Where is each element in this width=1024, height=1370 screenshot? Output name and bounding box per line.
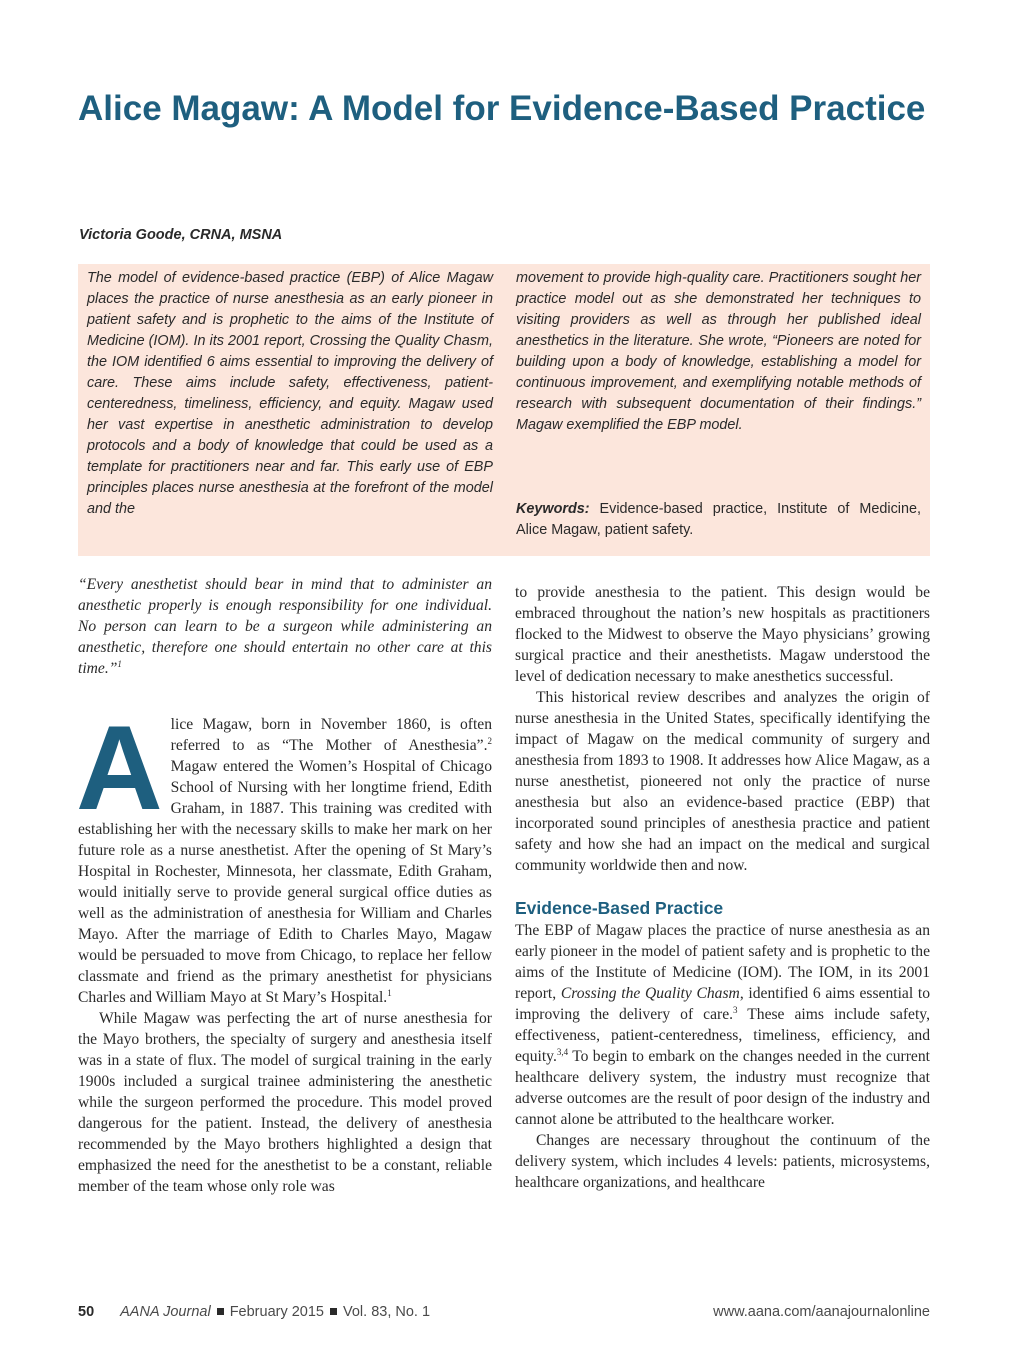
drop-cap: A	[76, 701, 163, 835]
paragraph-text: These aims include safety, effectiveness, patient-centeredness, timeliness, efficiency, and equity.	[515, 1006, 930, 1065]
paragraph-intro	[76, 701, 492, 1008]
journal-url: www.aana.com/aanajournalonline	[713, 1304, 930, 1320]
paragraph-text: , identified 6 aims essential to improving the delivery of care.	[515, 985, 930, 1023]
paragraph-text: The EBP of Magaw places the practice of nurse anesthesia as an early pioneer in the model of patient safety and is prophetic to the aims of the Institute of Medicine (IOM). The IOM, in its 2001 report,	[515, 922, 930, 1002]
abstract-right-column: movement to provide high-quality care. Practitioners sought her practice model out as she demonstrated her techniques to visiting providers as well as through her published ideal anesthetics in the literature. She wrote, “Pioneers are noted for building upon a body of knowledge, establishing a model for continuous improvement, and exemplifying notable methods of research with subsequent documentation of their findings.” Magaw exemplified the EBP model.	[516, 270, 921, 433]
body-left-column	[78, 574, 492, 1197]
keywords	[516, 499, 921, 541]
paragraph: This historical review describes and analyzes the origin of nurse anesthesia in the United States, specifically identifying the impact of Magaw on the medical community of surgery and anesthesia from 1893 to 1908. It addresses how Alice Magaw, as a nurse anesthetist, pioneered not only the practice of nurse anesthesia but also an evidence-based practice (EBP) that incorporated sound principles of anesthesia practice and patient safety and how she had an impact on the medical and surgical community worldwide then and now.	[515, 689, 930, 874]
citation-ref: 1	[117, 659, 122, 669]
abstract-box	[78, 264, 930, 556]
paragraph-text: Magaw entered the Women’s Hospital of Chicago School of Nursing with her longtime friend, Edith Graham, in 1887. This training was credited with establishing her with the necessary skills to make her mark on her future role as a nurse anesthetist. After the opening of St Mary’s Hospital in Rochester, Minnesota, her classmate, Edith Graham, would initially serve to provide general surgical office duties as well as the administration of anesthesia for William and Charles Mayo. After the marriage of Edith to Charles Mayo, Magaw would be persuaded to move from Chicago, to replace her fellow classmate and friend as the primary anesthetist for physicians Charles and William Mayo at St Mary’s Hospital.	[78, 758, 492, 1006]
report-title: Crossing the Quality Chasm	[560, 985, 740, 1002]
journal-name: AANA Journal	[120, 1304, 211, 1320]
volume-info: Vol. 83, No. 1	[343, 1304, 431, 1320]
citation-ref: 3	[733, 1005, 738, 1015]
article-title: Alice Magaw: A Model for Evidence-Based Practice	[78, 89, 926, 128]
keywords-text: Evidence-based practice, Institute of Medicine, Alice Magaw, patient safety.	[516, 501, 921, 538]
citation-ref: 2	[487, 736, 492, 746]
paragraph	[515, 920, 930, 1130]
author-byline: Victoria Goode, CRNA, MSNA	[79, 227, 283, 243]
keywords-label: Keywords:	[516, 501, 590, 517]
bullet-separator-icon	[330, 1308, 337, 1315]
body-right-column	[515, 582, 930, 1193]
paragraph-text: lice Magaw, born in November 1860, is often referred to as “The Mother of Anesthesia”.	[170, 716, 492, 754]
bullet-separator-icon	[217, 1308, 224, 1315]
paragraph: to provide anesthesia to the patient. This design would be embraced throughout the nation’s new hospitals as practitioners flocked to the Midwest to observe the Mayo physicians’ growing surgical practice and their anesthetists. Magaw understood the level of dedication necessary to make anesthetics successful.	[515, 584, 930, 685]
page-footer	[78, 1304, 930, 1326]
issue-date: February 2015	[229, 1304, 324, 1320]
paragraph: Changes are necessary throughout the continuum of the delivery system, which includes 4 levels: patients, microsystems, healthcare organizations, and healthcare	[515, 1132, 930, 1191]
paragraph-text: To begin to embark on the changes needed in the current healthcare delivery system, the industry must recognize that adverse outcomes are the result of poor design of the industry and cannot alone be attributed to the healthcare worker.	[515, 1048, 930, 1128]
section-heading: Evidence-Based Practice	[515, 898, 724, 918]
page-number: 50	[78, 1304, 95, 1320]
paragraph: While Magaw was perfecting the art of nurse anesthesia for the Mayo brothers, the specialty of surgery and anesthesia itself was in a state of flux. The model of surgical training in the early 1900s included a surgical trainee administering the anesthetic while the surgeon performed the procedure. This model proved dangerous for the patient. Instead, the delivery of anesthesia recommended by the Mayo brothers highlighted a design that emphasized the need for the anesthetist to be a constant, reliable member of the team whose only role was	[78, 1010, 492, 1195]
epigraph	[78, 574, 492, 679]
citation-ref: 3,4	[556, 1047, 569, 1057]
epigraph-text: “Every anesthetist should bear in mind that to administer an anesthetic properly is enough responsibility for one individual. No person can learn to be a surgeon while administering an anesthetic, therefore one should entertain no other care at this time.”	[78, 576, 492, 677]
citation-ref: 1	[387, 988, 392, 998]
abstract-left-column: The model of evidence-based practice (EBP) of Alice Magaw places the practice of nurse anesthesia as an early pioneer in patient safety and is prophetic to the aims of the Institute of Medicine (IOM). In its 2001 report, Crossing the Quality Chasm, the IOM identified 6 aims essential to improving the delivery of care. These aims include safety, effectiveness, patient-centeredness, timeliness, efficiency, and equity. Magaw used her vast expertise in anesthetic administration to develop protocols and a body of knowledge that could be used as a template for practitioners near and far. This early use of EBP principles places nurse anesthesia at the forefront of the model and the	[87, 270, 493, 517]
